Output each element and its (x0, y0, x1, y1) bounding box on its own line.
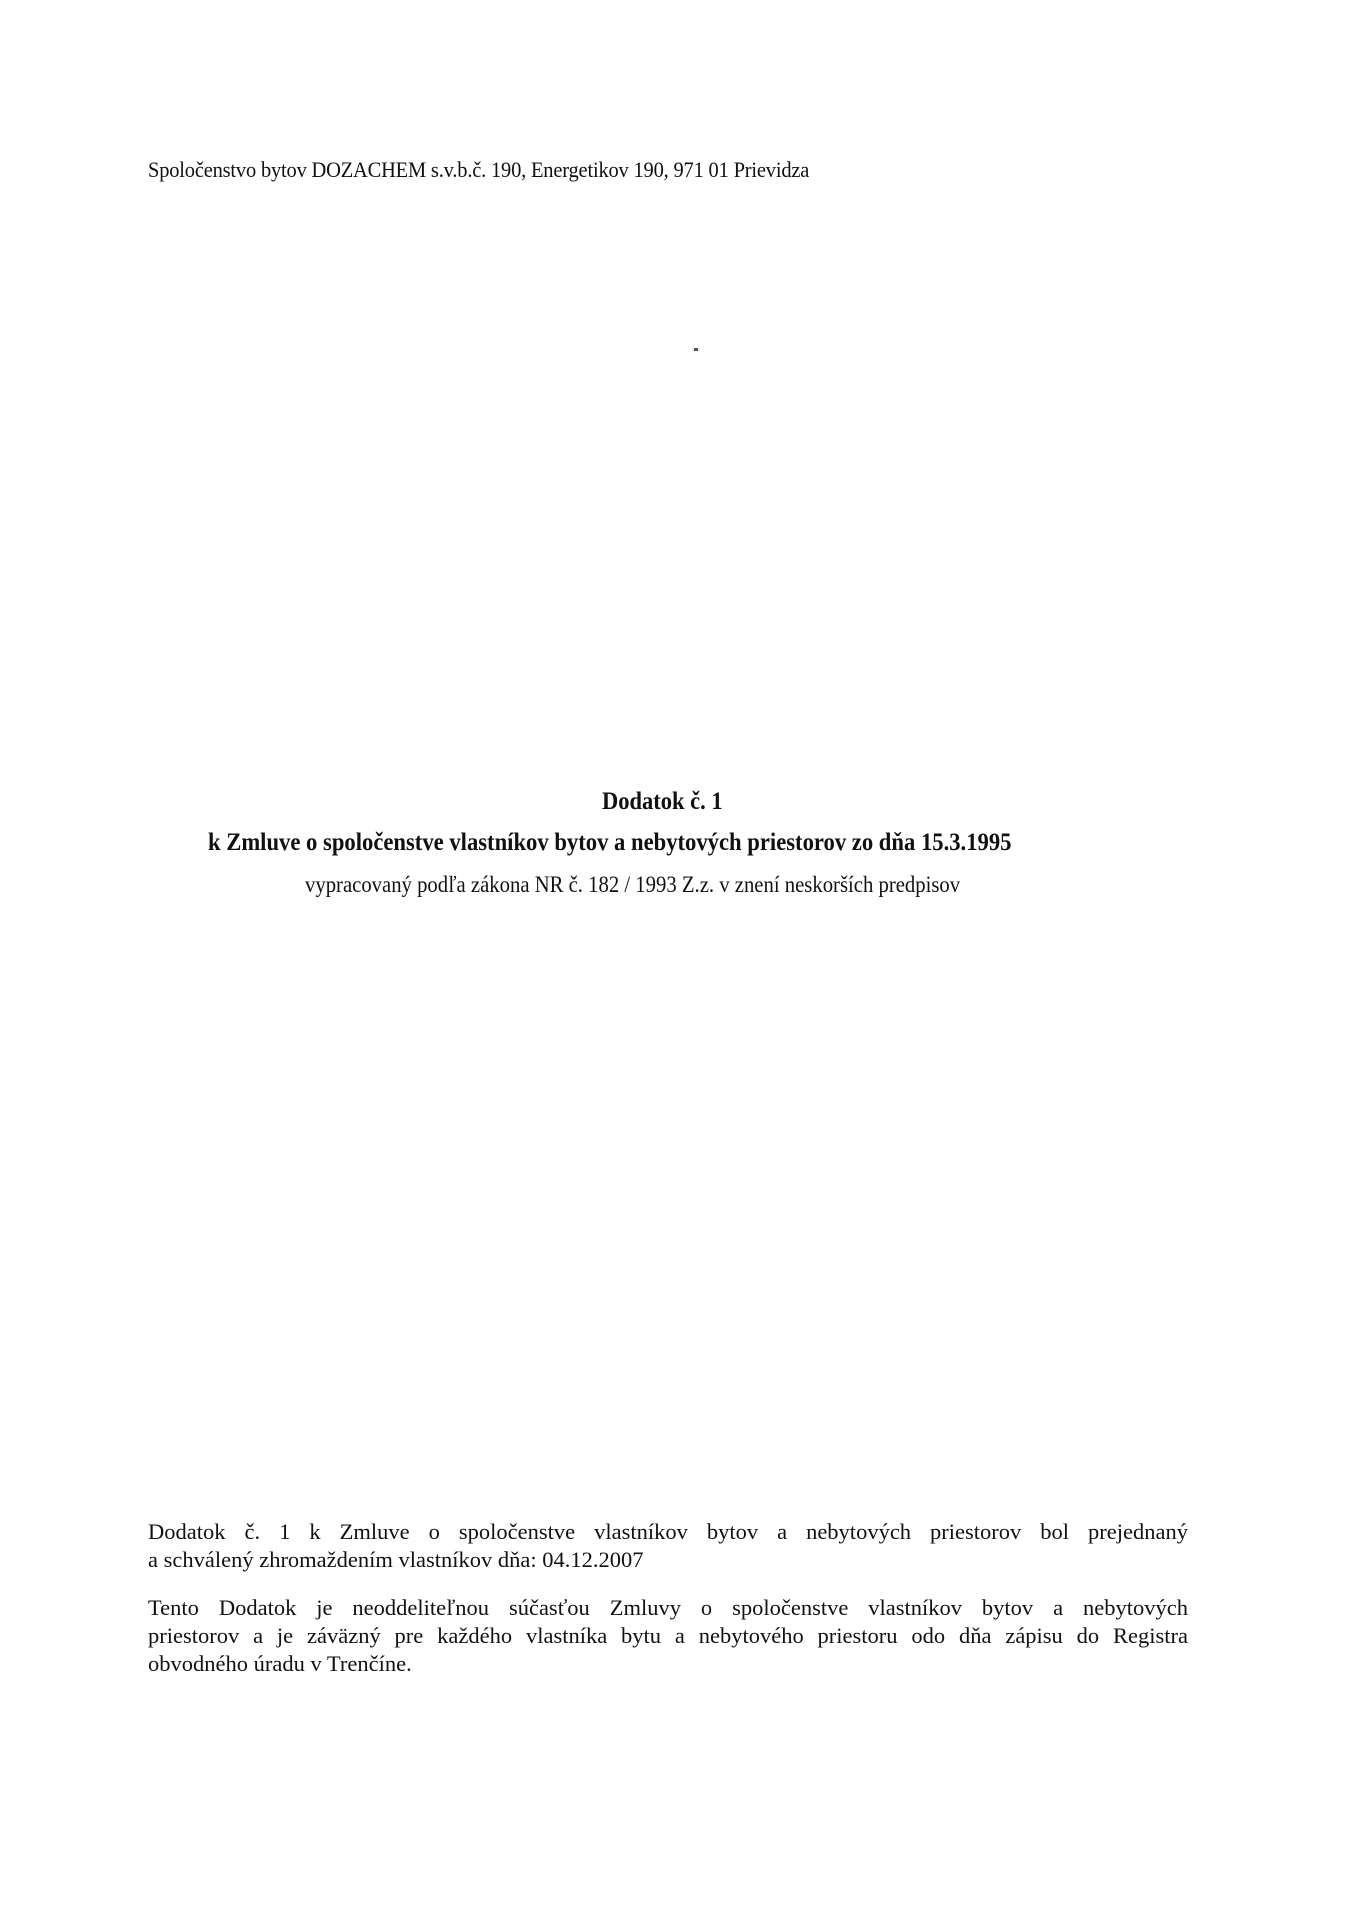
scan-artifact (694, 348, 698, 351)
document-header: Spoločenstvo bytov DOZACHEM s.v.b.č. 190, Energetikov 190, 971 01 Prievidza (148, 157, 810, 182)
document-subtitle: k Zmluve o spoločenstve vlastníkov bytov a nebytových priestorov zo dňa 15.3.1995 (208, 829, 1012, 856)
approval-paragraph (148, 1518, 1188, 1574)
approval-line-2: a schválený zhromaždením vlastníkov dňa: 04.12.2007 (148, 1547, 644, 1572)
validity-line-1: Tento Dodatok je neoddeliteľnou súčasťou Zmluvy o spoločenstve vlastníkov bytov a nebytových (148, 1595, 1188, 1620)
approval-line-1: Dodatok č. 1 k Zmluve o spoločenstve vlastníkov bytov a nebytových priestorov bol prejednaný (148, 1519, 1188, 1544)
document-title: Dodatok č. 1 (602, 788, 723, 815)
validity-line-3: obvodného úradu v Trenčíne. (148, 1651, 412, 1676)
validity-paragraph (148, 1594, 1188, 1678)
law-reference: vypracovaný podľa zákona NR č. 182 / 1993 Z.z. v znení neskorších predpisov (305, 872, 961, 897)
validity-line-2: priestorov a je záväzný pre každého vlastníka bytu a nebytového priestoru odo dňa zápisu do Registra (148, 1623, 1188, 1648)
